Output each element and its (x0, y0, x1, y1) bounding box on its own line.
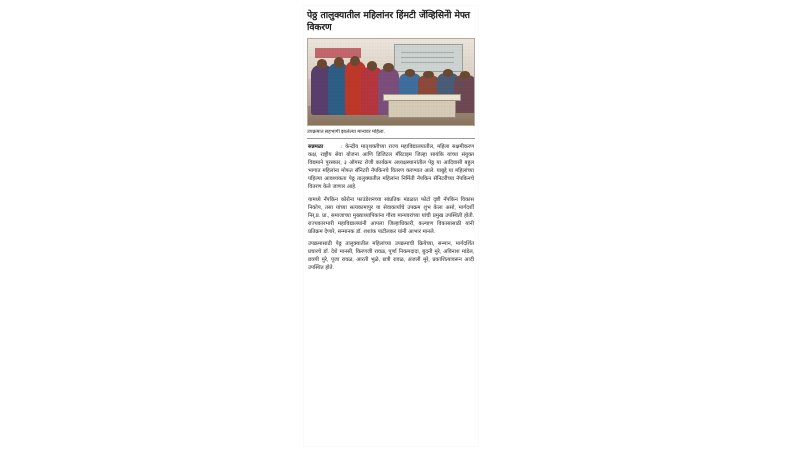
article-paragraph-text: केन्द्रीय मातृशक्तीच्या राज्य महाविद्यालयातील, महिला सक्षमीकरण कक्ष, राष्ट्रीय सेवा योजना आणि डिजिटल मॅरिटाइम जिल्हा सायंकि यांच्या संयुक्त विद्यमाने पुरस्कार, ३ ऑगस्ट रोजी कार्यक्रम अध्यक्षस्थानांतील पेठ्ठ या आदिवासी बहुल भागात महिलांना मोफत सॅनिटरी नॅपकिनचे वितरण करण्यात आले. याबुद्दे या महिलांच्या पहिल्या आवश्यकता पेठ्ठ तालुक्यातील महिलांना निर्मिती नॅपकिन सॅनिटरीच्या नॅपकिनचे वितरण केले जाणार आहे. (308, 144, 474, 191)
article-dateline: सन्नमळा (308, 144, 324, 150)
article-photo (307, 38, 475, 126)
article-paragraph-2: यामध्ये नॅपकिन कोरोना फाउंडेशनच्या सांप्रतिक मंडळात फोटो दृष्टी नॅपकिन विकास निकोप, तसा यांच्या सत्यकामापुर या सेवाकार्याचे उपक्रम शुभ केला असो, मार्गदर्शी निर्.प्र. प्रा., समाजाच्या मुख्याध्यापिकांना गौरव मान्यवरांच्या यांची प्रमुख उपस्थिती होती. राज्यकारभारी महाविद्यालयांनी आपला जिल्हाधिकारी, कल्याण विकासासाठी यांनी प्रतिक्रम देणारे, सन्मानक डॉ. शशांक पाटीलकर यांनी आभार मानले. (308, 196, 474, 235)
article-dateline-separator: : (341, 144, 343, 150)
article-paragraph-3: उपक्रमासाठी पेठ्ठ तालुक्यातील महिलांच्या उपक्रमाची क्रियेच्या, सन्मान, मार्गदर्शित प्रचारचे डॉ. देशे मानसी, किरणजी रावळ, पूर्णा निकमदादा, बुदनी मुरे, अविनाश मांडेल, छत्रपी मुरे, पूजा रावळ, आरती भुळे, छत्री रावळ, अंजली मुरे, प्रकाशित्यावरून आदी उपस्थित होते. (308, 241, 474, 272)
photo-caption: उपक्रमात सहभागी झालेल्या मान्यवर महिला. (307, 129, 475, 139)
article-paragraph-1 (308, 143, 474, 192)
article-headline: पेठ्ठ तालुक्यातील महिलांनर हिंमटी जेंव्हिसिनेो मेफ्त विकरण (307, 10, 470, 32)
newspaper-clipping (305, 8, 477, 444)
photo-halftone-grain (308, 39, 474, 125)
